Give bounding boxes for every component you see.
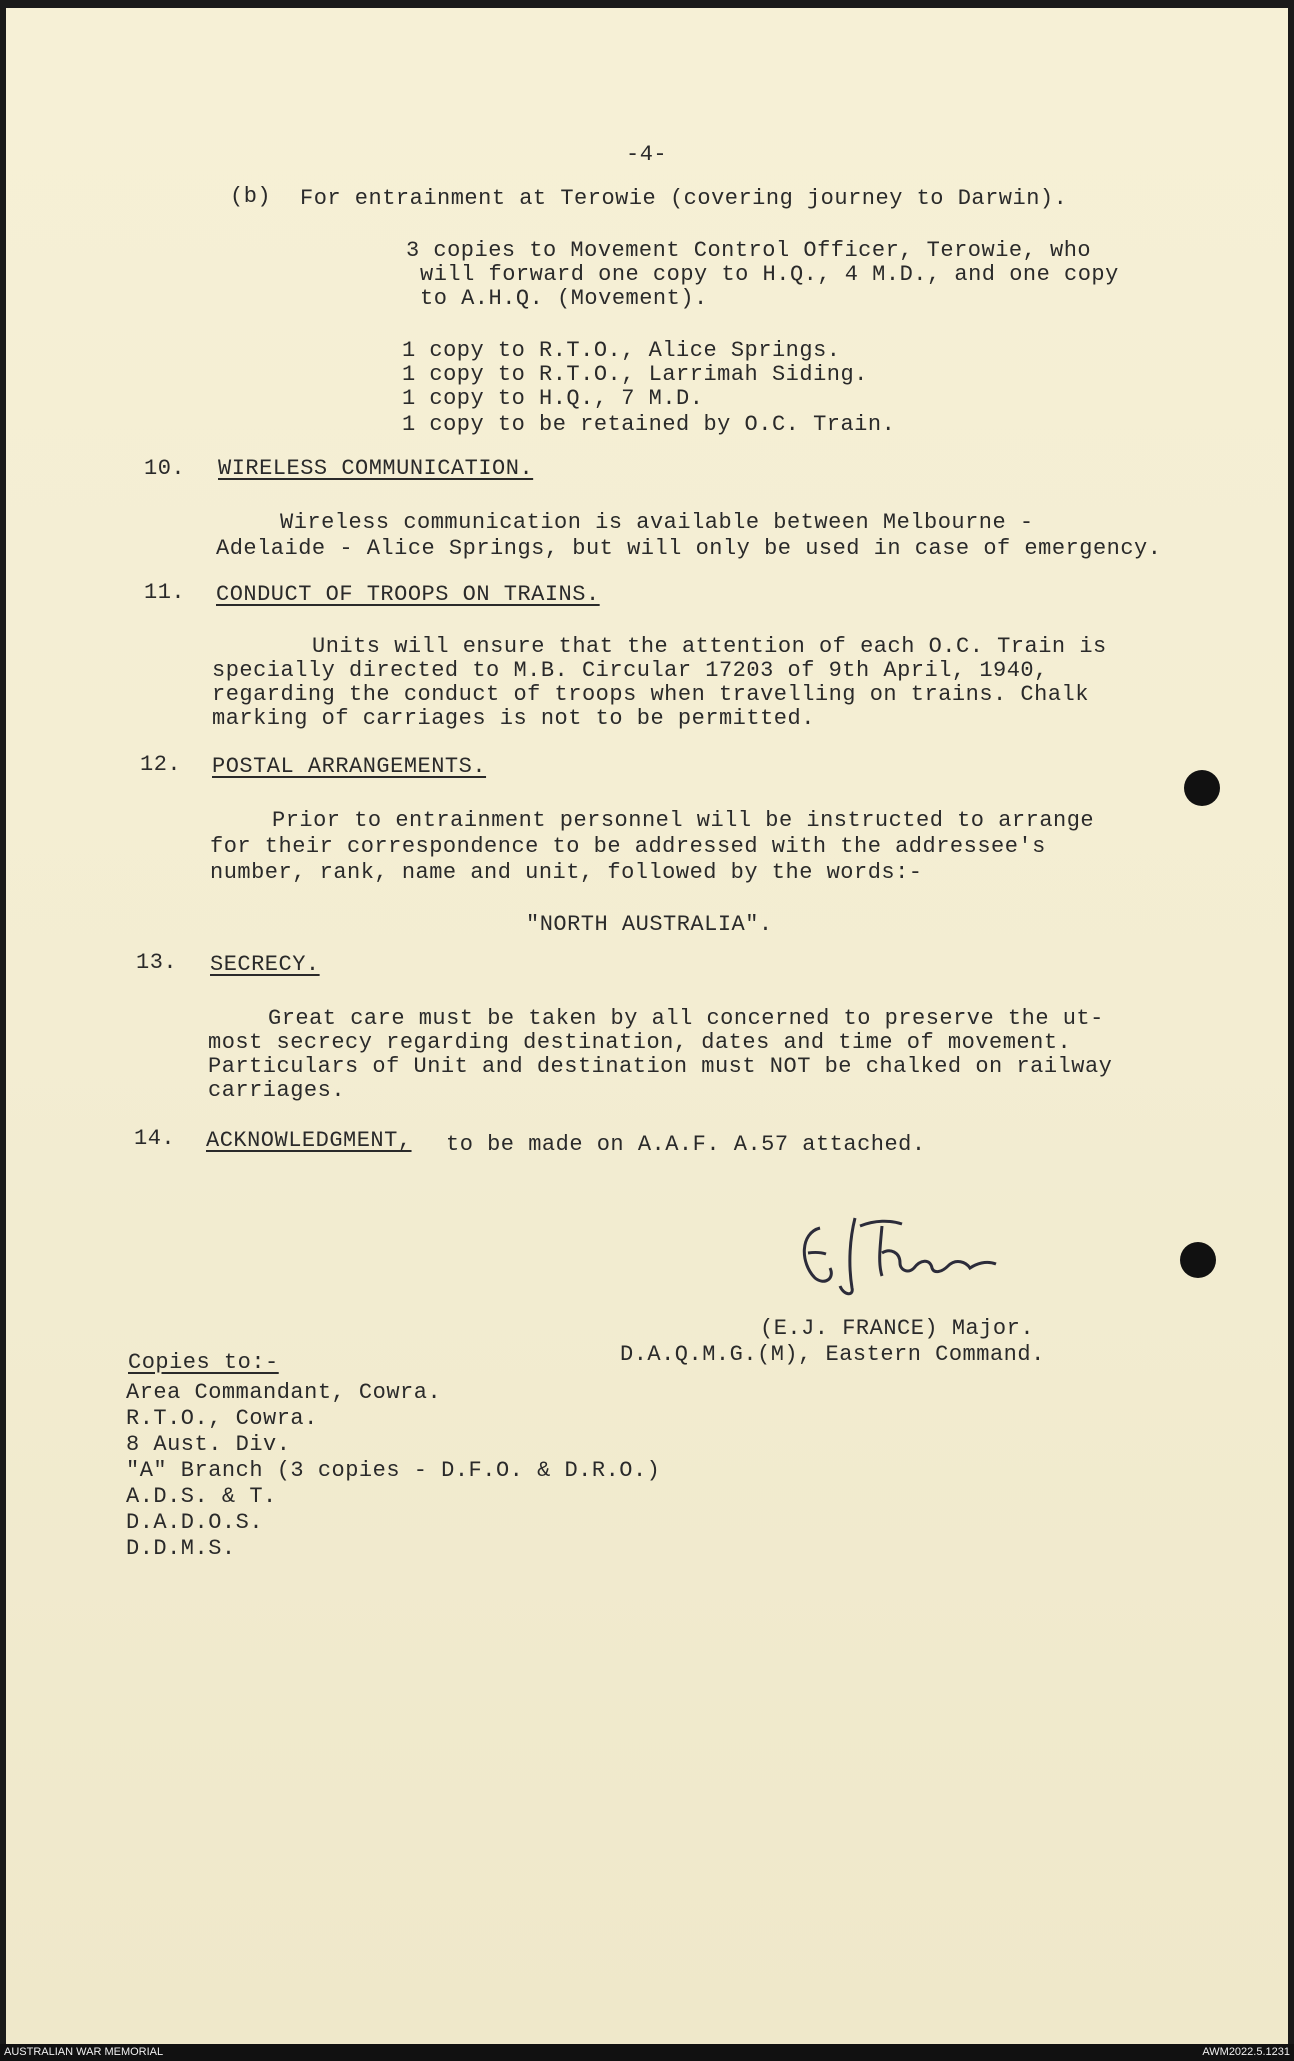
footer-institution: AUSTRALIAN WAR MEMORIAL: [4, 2046, 164, 2058]
paragraph-line: specially directed to M.B. Circular 17203 of 9th April, 1940,: [212, 658, 1048, 683]
paragraph-rest: to be made on A.A.F. A.57 attached.: [446, 1132, 926, 1157]
copies-item: R.T.O., Cowra.: [126, 1406, 318, 1431]
copies-item: "A" Branch (3 copies - D.F.O. & D.R.O.): [126, 1458, 661, 1483]
section-b-line: will forward one copy to H.Q., 4 M.D., and one copy: [420, 262, 1119, 287]
paragraph-number: 14.: [134, 1126, 176, 1151]
copies-heading: Copies to:-: [128, 1350, 279, 1375]
punch-hole: [1180, 1242, 1216, 1278]
paragraph-number: 11.: [144, 580, 186, 605]
paragraph-line: carriages.: [208, 1078, 346, 1103]
section-b-line: 1 copy to H.Q., 7 M.D.: [402, 386, 704, 411]
section-b-line: 3 copies to Movement Control Officer, Terowie, who: [406, 238, 1092, 263]
paragraph-line: regarding the conduct of troops when travelling on trains. Chalk: [212, 682, 1089, 707]
paragraph-title: WIRELESS COMMUNICATION.: [218, 456, 534, 481]
section-b-line: 1 copy to R.T.O., Larrimah Siding.: [402, 362, 868, 387]
paragraph-line: marking of carriages is not to be permitted.: [212, 706, 815, 731]
copies-item: 8 Aust. Div.: [126, 1432, 291, 1457]
copies-item: D.D.M.S.: [126, 1536, 236, 1561]
scan-edge-top: [0, 0, 1294, 8]
copies-item: D.A.D.O.S.: [126, 1510, 264, 1535]
paragraph-line: Particulars of Unit and destination must NOT be chalked on railway: [208, 1054, 1113, 1079]
section-b-letter: (b): [230, 184, 272, 209]
copies-item: Area Commandant, Cowra.: [126, 1380, 442, 1405]
copies-item: A.D.S. & T.: [126, 1484, 277, 1509]
page-number: -4-: [626, 142, 668, 167]
quoted-destination: "NORTH AUSTRALIA".: [526, 912, 773, 937]
paragraph-number: 12.: [140, 752, 182, 777]
paragraph-line: Wireless communication is available between Melbourne -: [280, 510, 1034, 535]
section-b-heading: For entrainment at Terowie (covering journey to Darwin).: [300, 186, 1068, 211]
paragraph-line: Units will ensure that the attention of each O.C. Train is: [312, 634, 1107, 659]
paragraph-line: Prior to entrainment personnel will be instructed to arrange: [272, 808, 1095, 833]
paragraph-number: 13.: [136, 950, 178, 975]
section-b-line: 1 copy to be retained by O.C. Train.: [402, 412, 896, 437]
paragraph-title: ACKNOWLEDGMENT,: [206, 1128, 412, 1153]
paragraph-line: for their correspondence to be addressed with the addressee's: [210, 834, 1046, 859]
paragraph-title: POSTAL ARRANGEMENTS.: [212, 754, 487, 779]
punch-hole: [1184, 770, 1220, 806]
scan-edge-right: [1288, 0, 1294, 2044]
signatory-position: D.A.Q.M.G.(M), Eastern Command.: [620, 1342, 1045, 1367]
paragraph-title: CONDUCT OF TROOPS ON TRAINS.: [216, 582, 600, 607]
signatory-name: (E.J. FRANCE) Major.: [760, 1316, 1035, 1341]
paragraph-line: Adelaide - Alice Springs, but will only be used in case of emergency.: [216, 536, 1162, 561]
paragraph-line: number, rank, name and unit, followed by the words:-: [210, 860, 923, 885]
paragraph-line: most secrecy regarding destination, dates and time of movement.: [208, 1030, 1072, 1055]
section-b-line: 1 copy to R.T.O., Alice Springs.: [402, 338, 841, 363]
paragraph-line: Great care must be taken by all concerned to preserve the ut-: [268, 1006, 1104, 1031]
footer-accession-number: AWM2022.5.1231: [1202, 2046, 1290, 2058]
section-b-line: to A.H.Q. (Movement).: [420, 286, 708, 311]
scan-edge-left: [0, 0, 6, 2044]
paragraph-title: SECRECY.: [210, 952, 320, 977]
paragraph-number: 10.: [144, 456, 186, 481]
handwritten-signature: [790, 1208, 1040, 1298]
archive-footer: [0, 2044, 1294, 2061]
